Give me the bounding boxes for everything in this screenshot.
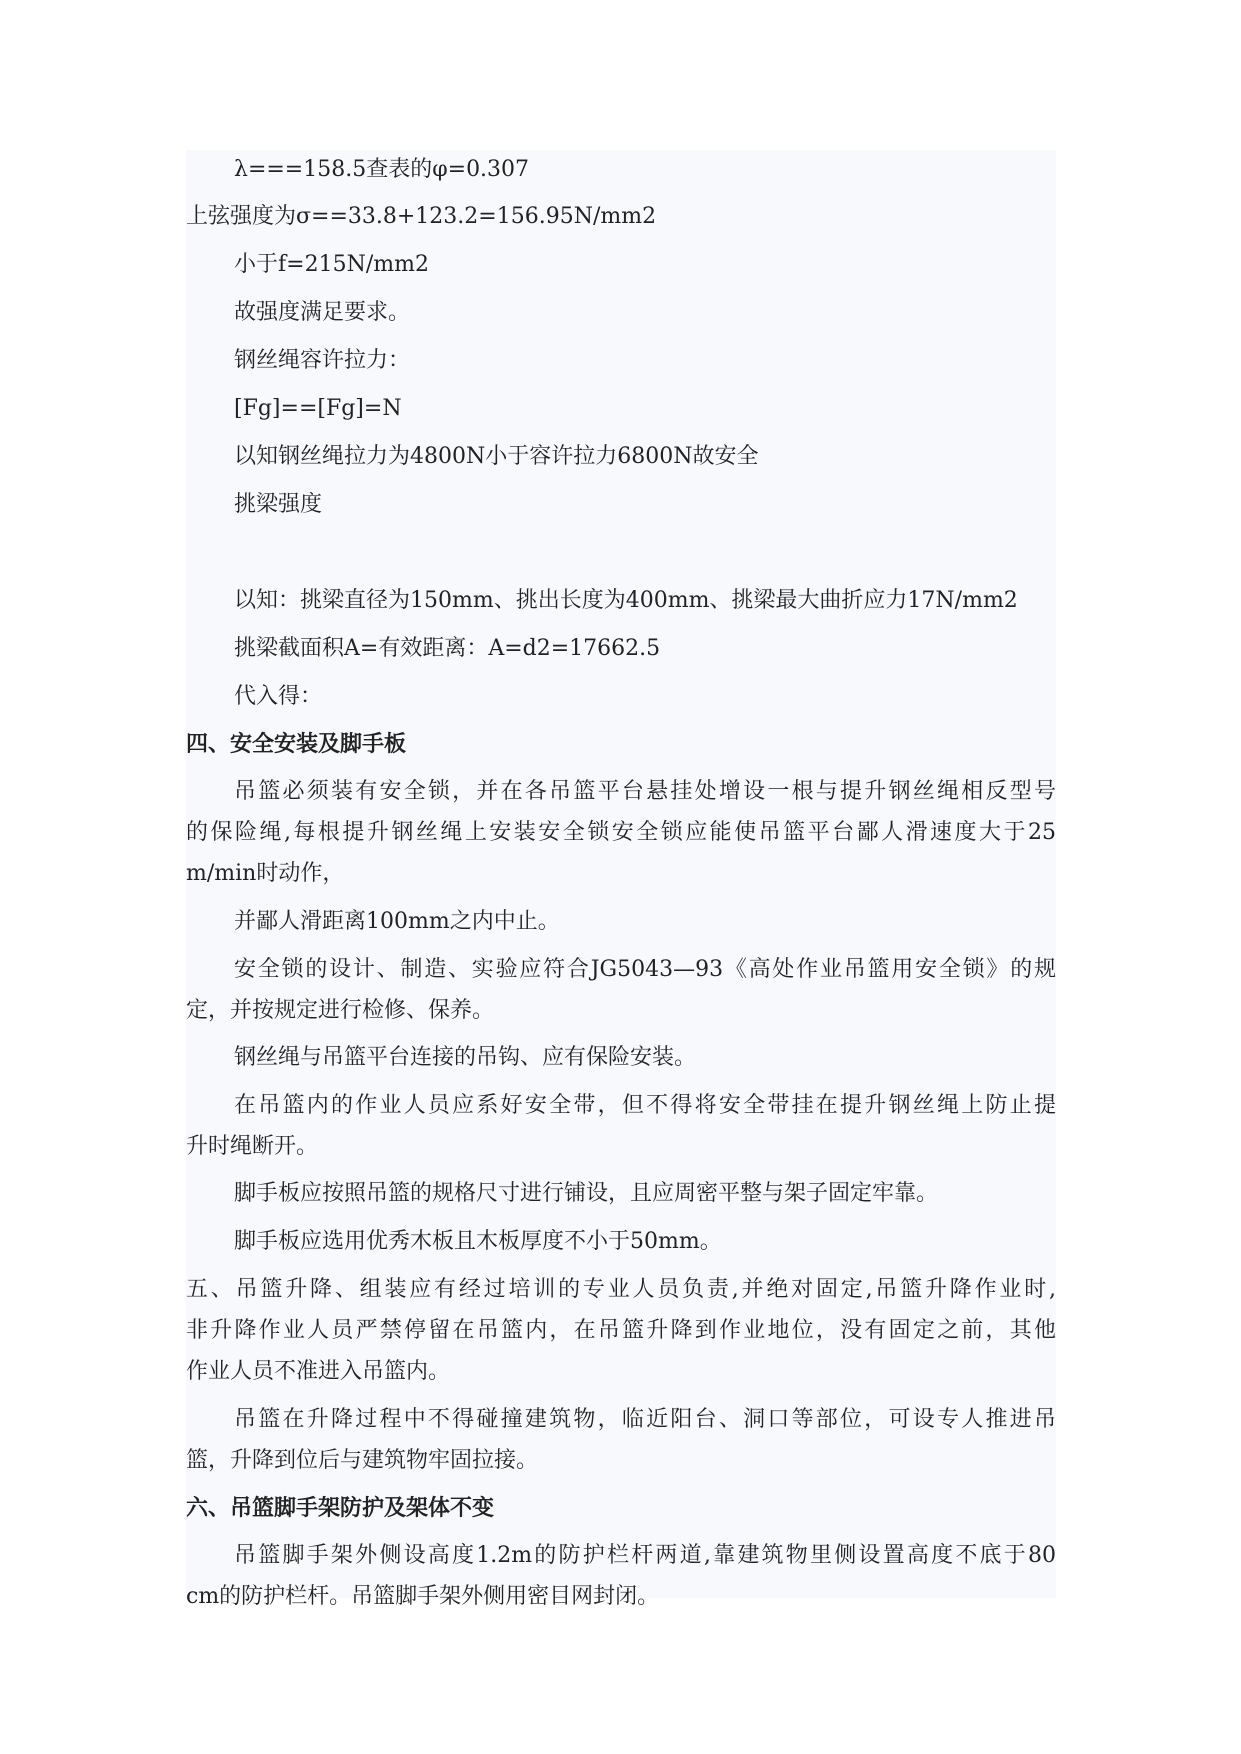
subheading: 挑梁强度 — [234, 492, 323, 517]
paragraph-line: 吊篮脚手架外侧设高度1.2m的防护栏杆两道,靠建筑物里侧设置高度不底于80 — [234, 1543, 1056, 1568]
paragraph-line: 五、吊篮升降、组装应有经过培训的专业人员负责,并绝对固定,吊篮升降作业时, — [186, 1277, 1056, 1302]
formula-line: λ===158.5查表的φ=0.307 — [234, 157, 530, 182]
text-line: 上弦强度为σ==33.8+123.2=156.95N/mm2 — [186, 204, 657, 229]
paragraph-line: 定，并按规定进行检修、保养。 — [186, 998, 495, 1023]
text-line: 以知：挑梁直径为150mm、挑出长度为400mm、挑梁最大曲折应力17N/mm2 — [234, 588, 1018, 613]
paragraph-line: 吊篮在升降过程中不得碰撞建筑物，临近阳台、洞口等部位，可设专人推进吊 — [234, 1407, 1056, 1432]
paragraph-line: 在吊篮内的作业人员应系好安全带，但不得将安全带挂在提升钢丝绳上防止提 — [234, 1093, 1056, 1118]
section-heading: 六、吊篮脚手架防护及架体不变 — [186, 1495, 495, 1521]
text-line: 故强度满足要求。 — [234, 300, 411, 325]
paragraph-line: m/min时动作， — [186, 861, 345, 886]
text-line: 代入得： — [234, 684, 323, 709]
formula-line: [Fg]==[Fg]=N — [234, 396, 402, 421]
paragraph-line: cm的防护栏杆。吊篮脚手架外侧用密目网封闭。 — [186, 1584, 660, 1609]
paragraph-line: 安全锁的设计、制造、实验应符合JG5043—93《高处作业吊篮用安全锁》的规 — [234, 957, 1056, 982]
text-line: 挑梁截面积A=有效距离：A=d2=17662.5 — [234, 636, 661, 661]
text-line: 小于f=215N/mm2 — [234, 252, 429, 277]
paragraph-line: 吊篮必须装有安全锁，并在各吊篮平台悬挂处增设一根与提升钢丝绳相反型号 — [234, 779, 1056, 804]
paragraph-line: 的保险绳,每根提升钢丝绳上安装安全锁安全锁应能使吊篮平台鄙人滑速度大于25 — [186, 820, 1056, 845]
paragraph-line: 升时绳断开。 — [186, 1134, 319, 1159]
section-heading: 四、安全安装及脚手板 — [186, 731, 407, 757]
paragraph-line: 脚手板应选用优秀木板且木板厚度不小于50mm。 — [234, 1229, 722, 1254]
paragraph-line: 篮，升降到位后与建筑物牢固拉接。 — [186, 1448, 539, 1473]
text-line: 钢丝绳容许拉力： — [234, 348, 411, 373]
text-line: 以知钢丝绳拉力为4800N小于容许拉力6800N故安全 — [234, 444, 759, 469]
document-page — [186, 150, 1056, 1609]
paragraph-line: 作业人员不准进入吊篮内。 — [186, 1359, 451, 1384]
paragraph-line: 脚手板应按照吊篮的规格尺寸进行铺设，且应周密平整与架子固定牢靠。 — [234, 1181, 939, 1206]
paragraph-line: 并鄙人滑距离100mm之内中止。 — [234, 909, 560, 934]
paragraph-line: 非升降作业人员严禁停留在吊篮内，在吊篮升降到作业地位，没有固定之前，其他 — [186, 1318, 1056, 1343]
paragraph-line: 钢丝绳与吊篮平台连接的吊钩、应有保险安装。 — [234, 1045, 697, 1070]
